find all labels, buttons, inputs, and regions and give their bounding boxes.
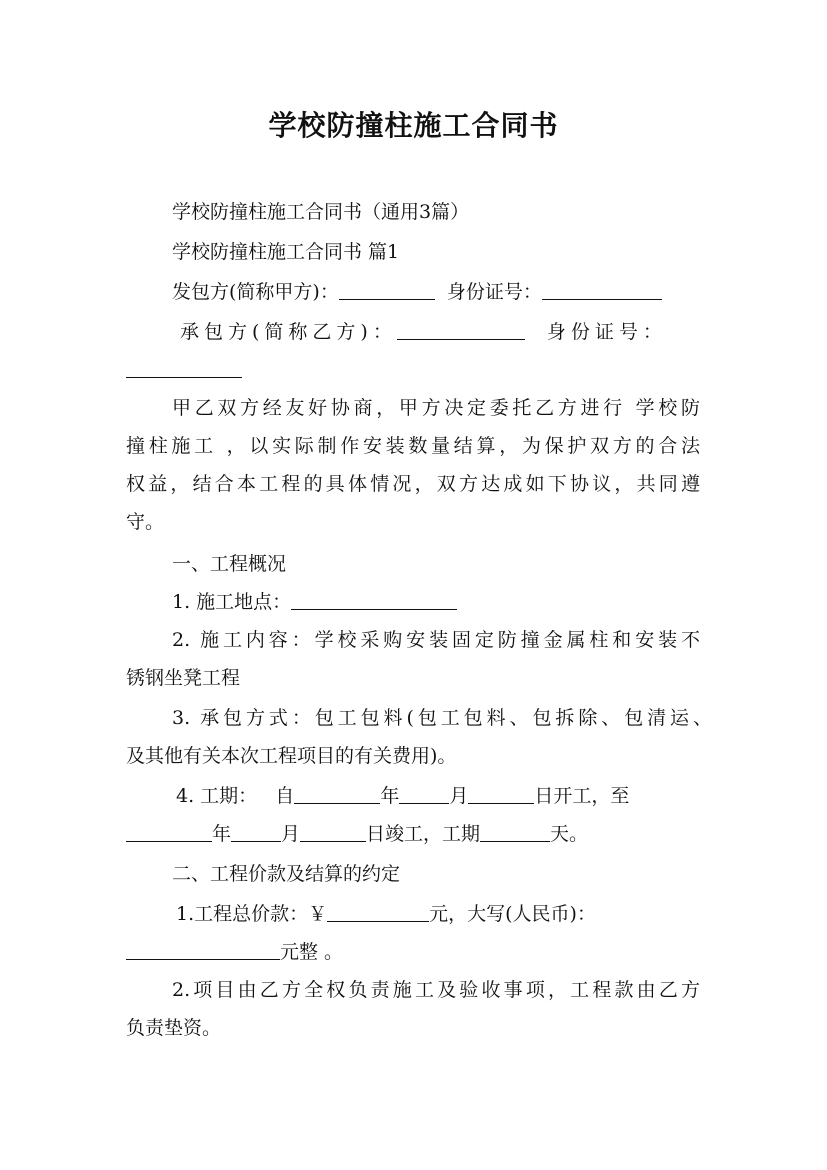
section1-heading: 一、工程概况 (172, 553, 287, 575)
period-end-year: 年 (212, 823, 232, 845)
party-b-label: 承包方(简称乙方)： (180, 321, 397, 343)
intro-line-4: 守。 (126, 511, 165, 533)
site-label: 1. 施工地点： (172, 591, 292, 613)
start-month-blank (399, 785, 449, 804)
content-line-2: 锈钢坐凳工程 (126, 667, 241, 689)
contract-method-line-2: 及其他有关本次工程项目的有关费用)。 (126, 745, 457, 767)
party-a-line (172, 280, 662, 304)
price-blank (327, 903, 429, 922)
start-day-blank (468, 785, 534, 804)
party-b-id-blank (126, 359, 242, 378)
price-yuan: 元，大写(人民币)： (429, 903, 596, 925)
period-start: 日开工，至 (534, 785, 630, 807)
party-b-name-blank (397, 321, 525, 340)
party-a-id-blank (542, 281, 662, 300)
period-days: 天。 (550, 823, 589, 845)
intro-line-2: 撞柱施工 ，以实际制作安装数量结算，为保护双方的合法 (126, 435, 700, 457)
document-title: 学校防撞柱施工合同书 (268, 109, 559, 142)
party-b-id-line (126, 358, 242, 382)
site-line (172, 590, 457, 614)
party-b-id-label: 身份证号： (546, 321, 667, 343)
period-line-2 (126, 822, 588, 846)
period-end: 日竣工，工期 (366, 823, 481, 845)
period-month: 月 (449, 785, 469, 807)
content-line-1: 2. 施工内容：学校采购安装固定防撞金属柱和安装不 (172, 629, 700, 651)
contract-method-line-1: 3. 承包方式：包工包料(包工包料、包拆除、包清运、 (172, 707, 712, 729)
section2-heading: 二、工程价款及结算的约定 (172, 863, 401, 885)
price-yuan-whole: 元整 。 (280, 941, 344, 963)
site-blank (291, 591, 457, 610)
end-day-blank (300, 823, 366, 842)
party-a-name-blank (339, 281, 435, 300)
end-year-blank (126, 823, 212, 842)
intro-line-3: 权益，结合本工程的具体情况，双方达成如下协议，共同遵 (126, 473, 700, 495)
period-line-1 (176, 784, 629, 808)
start-year-blank (294, 785, 380, 804)
document-subtitle: 学校防撞柱施工合同书（通用3篇） (172, 201, 470, 223)
party-b-line (180, 320, 667, 344)
price-words-blank (126, 941, 280, 960)
price-words-line (126, 940, 343, 964)
days-blank (480, 823, 550, 842)
party-a-id-label: 身份证号： (446, 281, 542, 303)
end-month-blank (231, 823, 281, 842)
period-end-month: 月 (281, 823, 301, 845)
period-from: 自 (275, 785, 295, 807)
funding-line-2: 负责垫资。 (126, 1017, 222, 1039)
section-label: 学校防撞柱施工合同书 篇1 (172, 241, 400, 263)
price-label: 1.工程总价款：￥ (176, 903, 328, 925)
period-label: 4. 工期： (176, 785, 258, 807)
intro-line-1: 甲乙双方经友好协商，甲方决定委托乙方进行 学校防 (172, 397, 700, 419)
price-line (176, 902, 596, 926)
party-a-label: 发包方(简称甲方)： (172, 281, 339, 303)
period-year: 年 (380, 785, 400, 807)
funding-line-1: 2.项目由乙方全权负责施工及验收事项，工程款由乙方 (172, 979, 700, 1001)
